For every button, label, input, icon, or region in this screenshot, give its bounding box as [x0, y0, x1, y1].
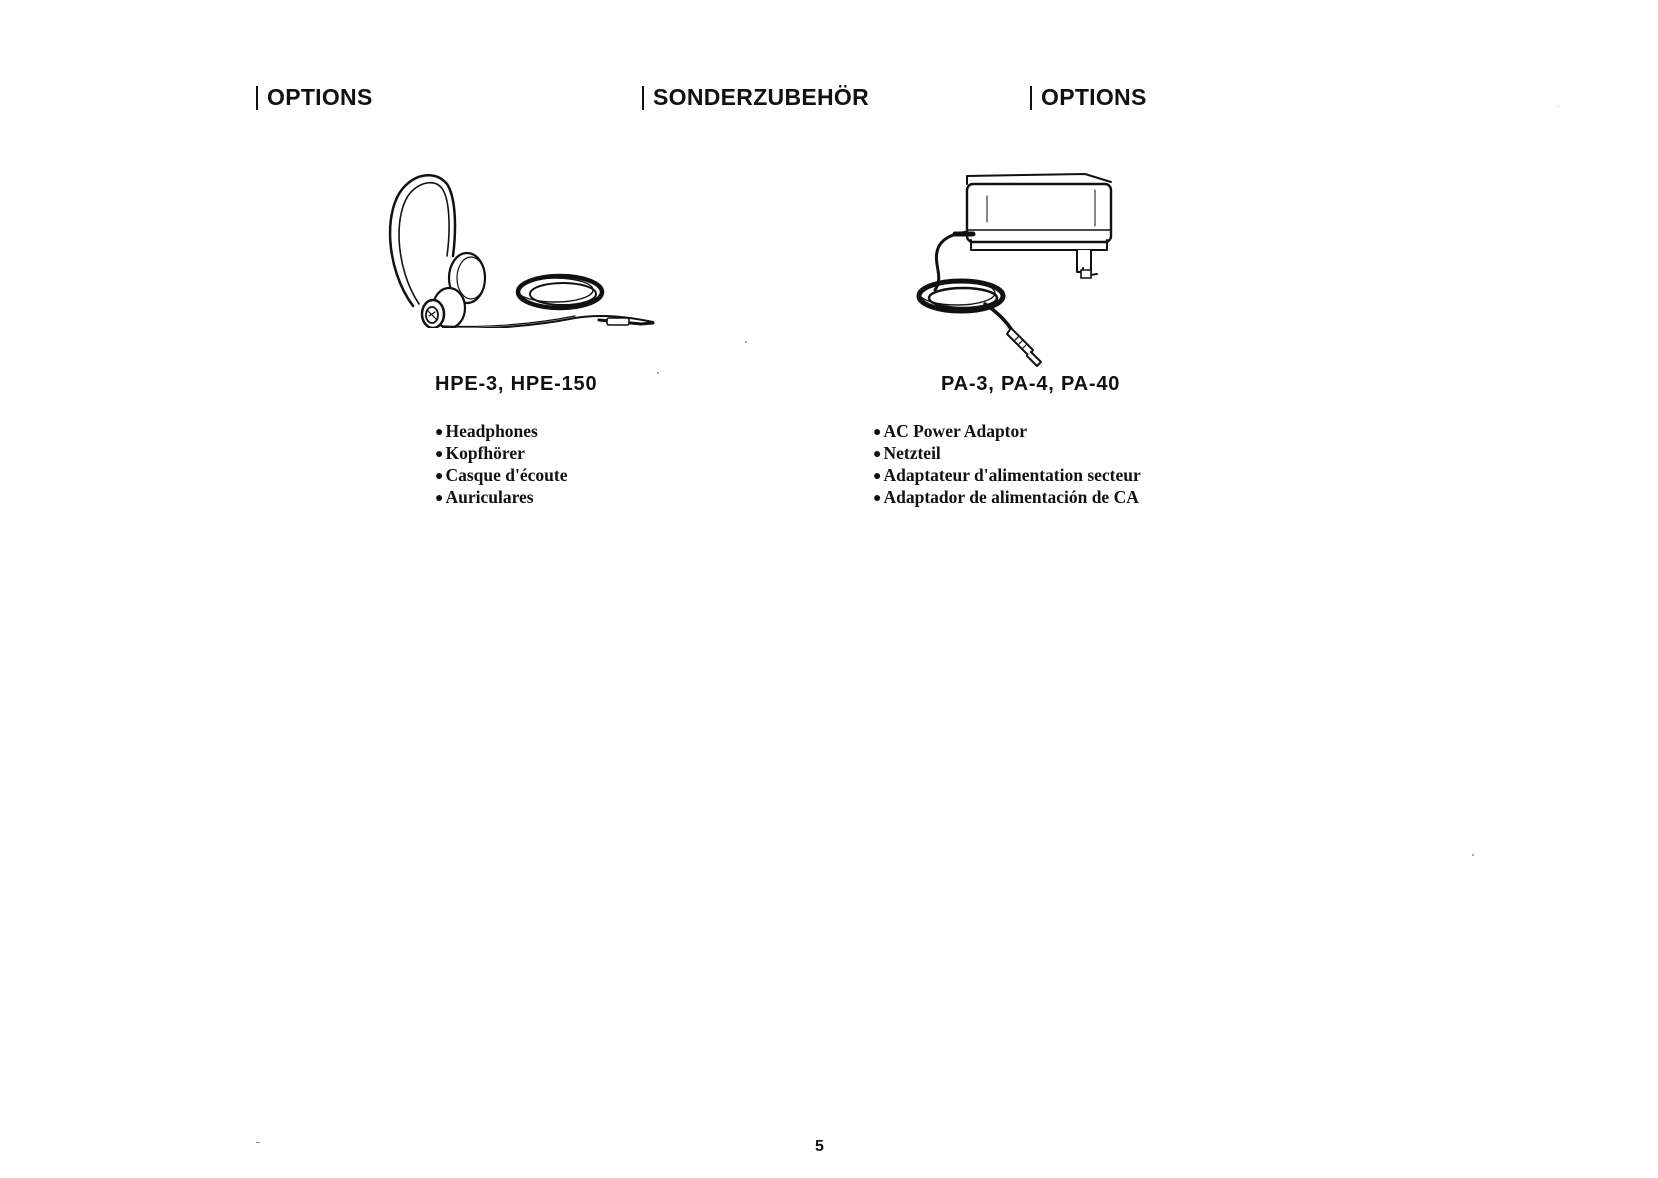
scan-speck [256, 1142, 260, 1143]
list-item: ● Casque d'écoute [435, 465, 567, 487]
page-number: 5 [815, 1138, 824, 1155]
list-item: ● Netzteil [873, 443, 1141, 465]
heading-options-english [256, 84, 373, 111]
list-item: ● Adaptador de alimentación de CA [873, 487, 1141, 509]
list-item: ● Headphones [435, 421, 567, 443]
description-list-adaptor [873, 421, 1141, 509]
scan-speck [1558, 106, 1559, 107]
heading-bar [642, 86, 644, 110]
scan-speck [1472, 854, 1474, 856]
heading-bar [1030, 86, 1032, 110]
model-name-headphones: HPE-3, HPE-150 [435, 373, 598, 395]
ac-adaptor-icon [915, 172, 1140, 372]
heading-sonderzubehoer-german [642, 84, 869, 111]
list-item: ● Kopfhörer [435, 443, 567, 465]
heading-text: OPTIONS [267, 84, 373, 110]
heading-text: SONDERZUBEHÖR [653, 84, 870, 110]
scan-speck [657, 372, 659, 374]
heading-text: OPTIONS [1041, 84, 1147, 110]
heading-bar [256, 86, 258, 110]
headphones-icon [385, 168, 660, 328]
scan-speck [745, 341, 747, 343]
description-list-headphones [435, 421, 567, 509]
model-name-adaptor: PA-3, PA-4, PA-40 [941, 373, 1121, 395]
list-item: ● AC Power Adaptor [873, 421, 1141, 443]
heading-options-french [1030, 84, 1147, 111]
list-item: ● Adaptateur d'alimentation secteur [873, 465, 1141, 487]
list-item: ● Auriculares [435, 487, 567, 509]
